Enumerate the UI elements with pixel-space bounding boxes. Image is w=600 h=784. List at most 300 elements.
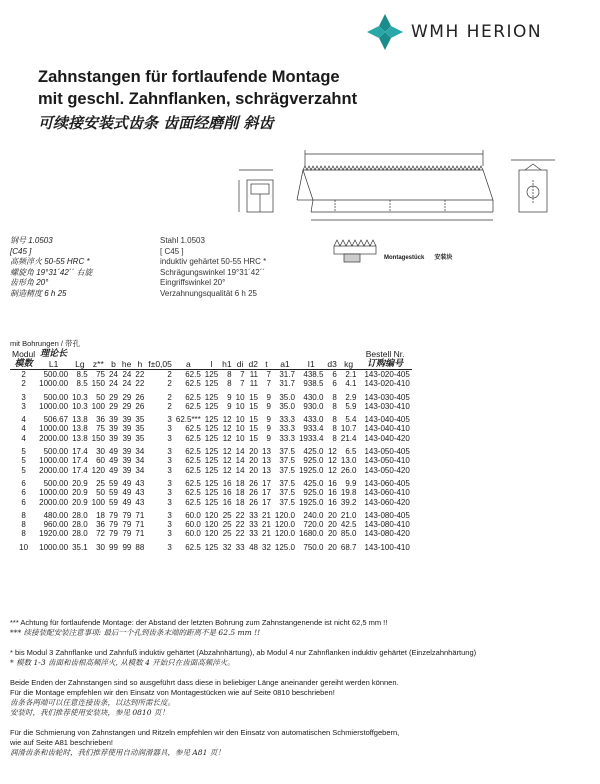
table-cell: 2	[21, 370, 26, 379]
table-cell: 150	[91, 379, 106, 389]
brand-name: WMH HERION	[411, 22, 543, 42]
table-cell: 125	[204, 447, 219, 457]
table-cell: 925.0	[303, 488, 324, 498]
table-cell: 62.5	[185, 456, 201, 466]
table-cell: 3	[167, 415, 172, 425]
table-cell: 2.9	[345, 392, 357, 402]
table-cell: 79	[122, 510, 132, 520]
table-cell: 10	[235, 401, 245, 411]
table-cell: 62.5	[185, 497, 201, 507]
table-cell: 28.0	[72, 529, 88, 539]
table-body	[10, 370, 412, 553]
table-cell: 16	[222, 478, 232, 488]
note-4-de-1: Für die Schmierung von Zahnstangen und Ritzeln empfehlen wir den Einsatz von automatischen Schmierstoffgebern,	[10, 728, 400, 737]
table-cell: 3	[167, 529, 172, 539]
table-cell: 24	[109, 379, 118, 389]
spec-de: Schrägungswinkel 19°31´42´´	[160, 267, 266, 277]
table-cell: 50	[96, 392, 106, 402]
table-cell: 20.9	[72, 488, 88, 498]
table-cell: 34	[135, 465, 145, 475]
table-cell: 125	[204, 392, 219, 402]
table-cell: 62.5	[185, 424, 201, 434]
table-cell: 25	[96, 478, 106, 488]
table-cell: 10	[235, 415, 245, 425]
table-cell: 39	[122, 424, 132, 434]
spec-cn: 高频淬火 50-55 HRC *	[10, 257, 90, 266]
table-cell: 1000.00	[39, 456, 69, 466]
table-cell: 7	[240, 370, 245, 379]
table-cell: 120.0	[274, 520, 295, 530]
table-cell: 62.5	[185, 379, 201, 389]
table-cell: 125	[204, 488, 219, 498]
table-cell: 3	[167, 510, 172, 520]
table-cell: 62.5	[185, 370, 201, 379]
table-cell: 60.0	[185, 529, 201, 539]
table-cell: 10.7	[340, 424, 357, 434]
col-he: he	[121, 359, 132, 369]
table-row	[10, 379, 412, 388]
table-cell: 143-040-410	[364, 424, 410, 434]
table-cell: 62.5	[185, 488, 201, 498]
table-cell: 39	[122, 415, 132, 425]
table-cell: 3	[167, 433, 172, 443]
table-cell: 1000.00	[39, 401, 69, 411]
table-cell: 59	[109, 497, 118, 507]
table-cell: 3	[167, 465, 172, 475]
table-cell: 150	[91, 433, 106, 443]
col-d2: d2	[248, 359, 258, 369]
table-cell: 12	[222, 465, 232, 475]
table-row	[10, 488, 412, 497]
table-row	[10, 370, 412, 380]
table-cell: 8	[227, 379, 232, 389]
note-3-cn-1: 齿条各两端可以任意连接齿条，以达到所需长度。	[10, 698, 175, 707]
table-cell: 1000.00	[39, 424, 69, 434]
table-cell: 42.5	[340, 520, 357, 530]
table-cell: 62.5	[185, 392, 201, 402]
table-cell: 9	[266, 392, 271, 402]
table-cell: 39.2	[340, 497, 357, 507]
table-cell: 425.0	[303, 447, 324, 457]
table-row	[10, 529, 412, 538]
table-cell: 15	[249, 433, 258, 443]
table-cell: 5	[21, 447, 26, 457]
table-cell: 39	[109, 424, 118, 434]
table-cell: 1920.00	[39, 529, 69, 539]
table-cell: 26.0	[340, 465, 357, 475]
wmh-logo-icon	[365, 12, 405, 52]
table-cell: 10.3	[72, 401, 88, 411]
table-row	[10, 520, 412, 529]
table-cell: 71	[135, 520, 145, 530]
table-cell: 49	[109, 465, 118, 475]
col-l1: L1	[48, 359, 59, 369]
table-cell: 14	[235, 456, 245, 466]
table-cell: 3	[167, 520, 172, 530]
table-cell: 35	[135, 415, 145, 425]
col-f: f±0,05	[148, 359, 172, 369]
table-row	[10, 498, 412, 507]
table-cell: 2000.00	[39, 433, 69, 443]
table-cell: 9	[227, 401, 232, 411]
table-cell: 8	[21, 510, 26, 520]
table-cell: 21.4	[340, 433, 357, 443]
col-h: h	[137, 359, 143, 369]
table-cell: 20	[249, 447, 258, 457]
table-cell: 15	[249, 415, 258, 425]
table-cell: 99	[122, 542, 132, 552]
col-lg: Lg	[75, 359, 85, 369]
spec-cn: [C45 ]	[10, 246, 32, 256]
table-cell: 6	[21, 478, 26, 488]
table-cell: 938.5	[303, 379, 324, 389]
table-cell: 3	[167, 542, 172, 552]
table-cell: 31.7	[279, 370, 295, 379]
col-a1: a1	[280, 359, 290, 369]
table-cell: 18	[235, 488, 245, 498]
table-cell: 28.0	[72, 510, 88, 520]
table-cell: 49	[122, 488, 132, 498]
table-cell: 16	[327, 488, 337, 498]
table-cell: 34	[135, 456, 145, 466]
table-cell: 62.5	[185, 401, 201, 411]
table-cell: 100	[91, 401, 106, 411]
table-cell: 1000.00	[39, 542, 69, 552]
table-cell: 29	[109, 401, 118, 411]
table-cell: 13	[262, 465, 271, 475]
table-cell: 22	[235, 529, 245, 539]
table-cell: 125	[204, 379, 219, 389]
table-cell: 4	[21, 424, 26, 434]
table-cell: 15	[249, 401, 258, 411]
table-cell: 120	[204, 529, 219, 539]
table-cell: 24	[122, 379, 132, 389]
table-cell: 59	[109, 488, 118, 498]
table-cell: 33.3	[279, 415, 295, 425]
table-cell: 20.9	[72, 497, 88, 507]
table-cell: 21	[262, 510, 271, 520]
table-cell: 13.8	[72, 433, 88, 443]
col-b: b	[111, 359, 116, 369]
table-cell: 8	[332, 392, 337, 402]
table-cell: 35.0	[279, 401, 295, 411]
table-cell: 143-080-410	[364, 520, 410, 530]
table-cell: 9	[266, 401, 271, 411]
title-line-1: Zahnstangen für fortlaufende Montage	[38, 68, 340, 86]
rack-table	[10, 349, 412, 552]
table-cell: 43	[135, 488, 145, 498]
table-cell: 37.5	[279, 478, 295, 488]
table-cell: 22	[135, 379, 145, 389]
table-cell: 143-040-420	[364, 433, 410, 443]
table-cell: 15	[249, 424, 258, 434]
table-cell: 17.4	[72, 456, 88, 466]
col-i1: I1	[307, 359, 315, 369]
table-cell: 6	[332, 370, 337, 379]
table-cell: 10	[235, 433, 245, 443]
col-l1-cn: 理论长	[40, 349, 68, 359]
table-row	[10, 434, 412, 443]
spec-de: Verzahnungsqualität 6 h 25	[160, 288, 257, 298]
table-cell: 10	[19, 542, 29, 552]
footnotes	[10, 618, 590, 768]
table-cell: 9	[266, 433, 271, 443]
table-cell: 25	[222, 520, 232, 530]
note-4-de-2: wie auf Seite A81 beschrieben!	[10, 738, 113, 747]
table-cell: 60.0	[185, 510, 201, 520]
table-cell: 125	[204, 370, 219, 379]
table-cell: 8.5	[76, 370, 88, 379]
table-cell: 16	[222, 497, 232, 507]
table-cell: 79	[109, 520, 118, 530]
table-cell: 39	[109, 433, 118, 443]
spec-de: Stahl 1.0503	[160, 236, 205, 245]
table-cell: 18	[235, 478, 245, 488]
table-cell: 9	[266, 424, 271, 434]
table-row	[10, 507, 412, 520]
col-bestell-cn: 订购编号	[367, 359, 404, 369]
table-cell: 7	[240, 379, 245, 389]
table-cell: 33	[235, 542, 245, 552]
brand-logo	[365, 12, 542, 52]
table-cell: 143-080-420	[364, 529, 410, 539]
table-cell: 20	[327, 520, 337, 530]
table-cell: 12	[222, 424, 232, 434]
table-cell: 1933.4	[298, 433, 324, 443]
note-3-cn-2: 安装时，我们推荐使用安装块，参见 0810 页！	[10, 708, 169, 717]
mounting-piece-sketch	[332, 234, 453, 266]
table-cell: 25	[222, 510, 232, 520]
table-cell: 2	[167, 401, 172, 411]
table-cell: 35.1	[72, 542, 88, 552]
table-cell: 1000.00	[39, 379, 69, 389]
table-cell: 62.5	[185, 542, 201, 552]
note-2-de: * bis Modul 3 Zahnflanke und Zahnfuß induktiv gehärtet (Abzahnhärtung), ab Modul 4 nur Zahnflanken induktiv gehärtet (Einzelzahnhärtung)	[10, 648, 477, 657]
table-cell: 2	[167, 370, 172, 379]
table-cell: 125	[204, 497, 219, 507]
table-cell: 32	[222, 542, 232, 552]
table-cell: 5	[21, 465, 26, 475]
table-cell: 34	[135, 447, 145, 457]
table-cell: 18	[235, 497, 245, 507]
table-cell: 85.0	[340, 529, 357, 539]
table-cell: 62.5	[185, 447, 201, 457]
table-cell: 79	[109, 529, 118, 539]
table-cell: 2000.00	[39, 465, 69, 475]
table-cell: 21	[262, 529, 271, 539]
spec-cn: 钢号 1.0503	[10, 236, 53, 245]
table-cell: 143-100-410	[364, 542, 410, 552]
table-cell: 36	[96, 415, 106, 425]
table-cell: 143-060-405	[364, 478, 410, 488]
table-cell: 5.9	[345, 401, 357, 411]
table-cell: 32	[262, 542, 271, 552]
table-cell: 506.67	[43, 415, 69, 425]
spec-de: [ C45 ]	[160, 246, 184, 256]
table-cell: 143-040-405	[364, 415, 410, 425]
table-cell: 8	[332, 424, 337, 434]
table-cell: 33	[249, 510, 258, 520]
table-cell: 425.0	[303, 478, 324, 488]
mounting-piece-label-cn: 安装块	[434, 255, 453, 261]
table-cell: 125.0	[274, 542, 295, 552]
table-cell: 26	[249, 497, 258, 507]
table-cell: 3	[167, 456, 172, 466]
col-t: t	[265, 359, 268, 369]
spec-cn: 齿形角 20°	[10, 278, 49, 287]
table-cell: 4	[21, 415, 26, 425]
table-cell: 26	[135, 401, 145, 411]
table-cell: 125	[204, 424, 219, 434]
table-cell: 4.1	[345, 379, 357, 389]
table-row	[10, 475, 412, 488]
table-cell: 75	[96, 424, 106, 434]
table-row	[10, 389, 412, 402]
table-cell: 3	[167, 424, 172, 434]
col-bestell: Bestell Nr.	[365, 349, 405, 359]
col-l: l	[210, 359, 213, 369]
table-cell: 125	[204, 415, 219, 425]
table-cell: 39	[109, 415, 118, 425]
table-cell: 143-060-410	[364, 488, 410, 498]
table-cell: 72	[96, 529, 106, 539]
table-row	[10, 466, 412, 475]
table-cell: 16	[327, 478, 337, 488]
table-cell: 2000.00	[39, 497, 69, 507]
table-cell: 925.0	[303, 456, 324, 466]
table-cell: 12	[222, 456, 232, 466]
table-cell: 438.5	[303, 370, 324, 379]
table-cell: 88	[135, 542, 145, 552]
table-cell: 3	[167, 478, 172, 488]
table-cell: 33.3	[279, 433, 295, 443]
table-cell: 43	[135, 478, 145, 488]
table-cell: 13.0	[340, 456, 357, 466]
table-cell: 1000.00	[39, 488, 69, 498]
table-cell: 120.0	[274, 510, 295, 520]
table-cell: 8.5	[76, 379, 88, 389]
table-cell: 10	[235, 424, 245, 434]
table-cell: 26	[135, 392, 145, 402]
table-cell: 30	[96, 447, 106, 457]
table-cell: 37.5	[279, 497, 295, 507]
note-1-cn: *** 续接装配安装注意事项: 最后一个孔到齿条末端的距离不是 62.5 mm !!	[10, 628, 261, 637]
spec-de: Eingriffswinkel 20°	[160, 278, 226, 287]
table-cell: 720.0	[303, 520, 324, 530]
table-cell: 9.9	[345, 478, 357, 488]
table-cell: 433.0	[303, 415, 324, 425]
table-cell: 120.0	[274, 529, 295, 539]
note-4-cn: 润滑齿条和齿轮时，我们推荐使用自动润滑器具，参见 A81 页！	[10, 748, 225, 757]
table-cell: 68.7	[340, 542, 357, 552]
col-d3: d3	[327, 359, 337, 369]
table-cell: 50	[96, 488, 106, 498]
table-cell: 143-020-405	[364, 370, 410, 379]
table-cell: 500.00	[43, 447, 69, 457]
table-cell: 35	[135, 424, 145, 434]
table-cell: 4	[21, 433, 26, 443]
table-cell: 8	[332, 433, 337, 443]
table-cell: 2	[21, 379, 26, 389]
table-cell: 33	[249, 529, 258, 539]
table-cell: 12	[327, 465, 337, 475]
table-cell: 14	[235, 447, 245, 457]
table-cell: 3	[167, 488, 172, 498]
table-cell: 22	[235, 520, 245, 530]
table-cell: 37.5	[279, 488, 295, 498]
table-cell: 3	[21, 392, 26, 402]
table-cell: 120	[204, 510, 219, 520]
title-block	[38, 66, 357, 133]
table-cell: 20	[327, 529, 337, 539]
table-cell: 143-080-405	[364, 510, 410, 520]
rack-joint-icon	[332, 234, 382, 266]
table-cell: 71	[135, 529, 145, 539]
table-cell: 17	[262, 478, 271, 488]
table-cell: 22	[135, 370, 145, 379]
table-cell: 99	[109, 542, 118, 552]
table-cell: 143-030-410	[364, 401, 410, 411]
table-cell: 39	[122, 465, 132, 475]
table-cell: 49	[122, 497, 132, 507]
table-cell: 37.5	[279, 465, 295, 475]
table-cell: 49	[109, 456, 118, 466]
table-cell: 29	[109, 392, 118, 402]
table-cell: 8	[332, 415, 337, 425]
table-cell: 933.4	[303, 424, 324, 434]
table-cell: 125	[204, 465, 219, 475]
table-cell: 49	[109, 447, 118, 457]
table-cell: 960.00	[43, 520, 69, 530]
table-cell: 37.5	[279, 456, 295, 466]
table-header-row	[10, 349, 412, 370]
col-di: di	[236, 359, 244, 369]
table-cell: 29	[122, 392, 132, 402]
table-cell: 20	[249, 465, 258, 475]
table-cell: 29	[122, 401, 132, 411]
table-cell: 13	[262, 456, 271, 466]
table-cell: 6.5	[345, 447, 357, 457]
table-cell: 15	[249, 392, 258, 402]
table-cell: 3	[21, 401, 26, 411]
table-cell: 62.5***	[175, 415, 201, 425]
table-cell: 16	[222, 488, 232, 498]
table-cell: 59	[109, 478, 118, 488]
table-row	[10, 539, 412, 552]
title-line-cn: 可续接安装式齿条 齿面经磨削 斜齿	[38, 114, 274, 132]
table-cell: 10.3	[72, 392, 88, 402]
table-cell: 35.0	[279, 392, 295, 402]
table-cell: 13.8	[72, 424, 88, 434]
table-cell: 21.0	[340, 510, 357, 520]
table-cell: 43	[135, 497, 145, 507]
table-cell: 12	[222, 415, 232, 425]
table-cell: 33	[249, 520, 258, 530]
table-cell: 60.0	[185, 520, 201, 530]
table-cell: 62.5	[185, 433, 201, 443]
table-cell: 60	[96, 456, 106, 466]
table-cell: 143-050-420	[364, 465, 410, 475]
table-cell: 35	[135, 433, 145, 443]
table-cell: 5.4	[345, 415, 357, 425]
note-2-cn: * 模数 1-3 齿面和齿根高频淬火, 从模数 4 开始只在齿面高频淬火。	[10, 658, 235, 667]
table-cell: 930.0	[303, 401, 324, 411]
table-cell: 11	[249, 379, 258, 389]
table-cell: 143-060-420	[364, 497, 410, 507]
table-cell: 125	[204, 456, 219, 466]
table-cell: 3	[167, 497, 172, 507]
spec-cn: 制造精度 6 h 25	[10, 288, 67, 298]
